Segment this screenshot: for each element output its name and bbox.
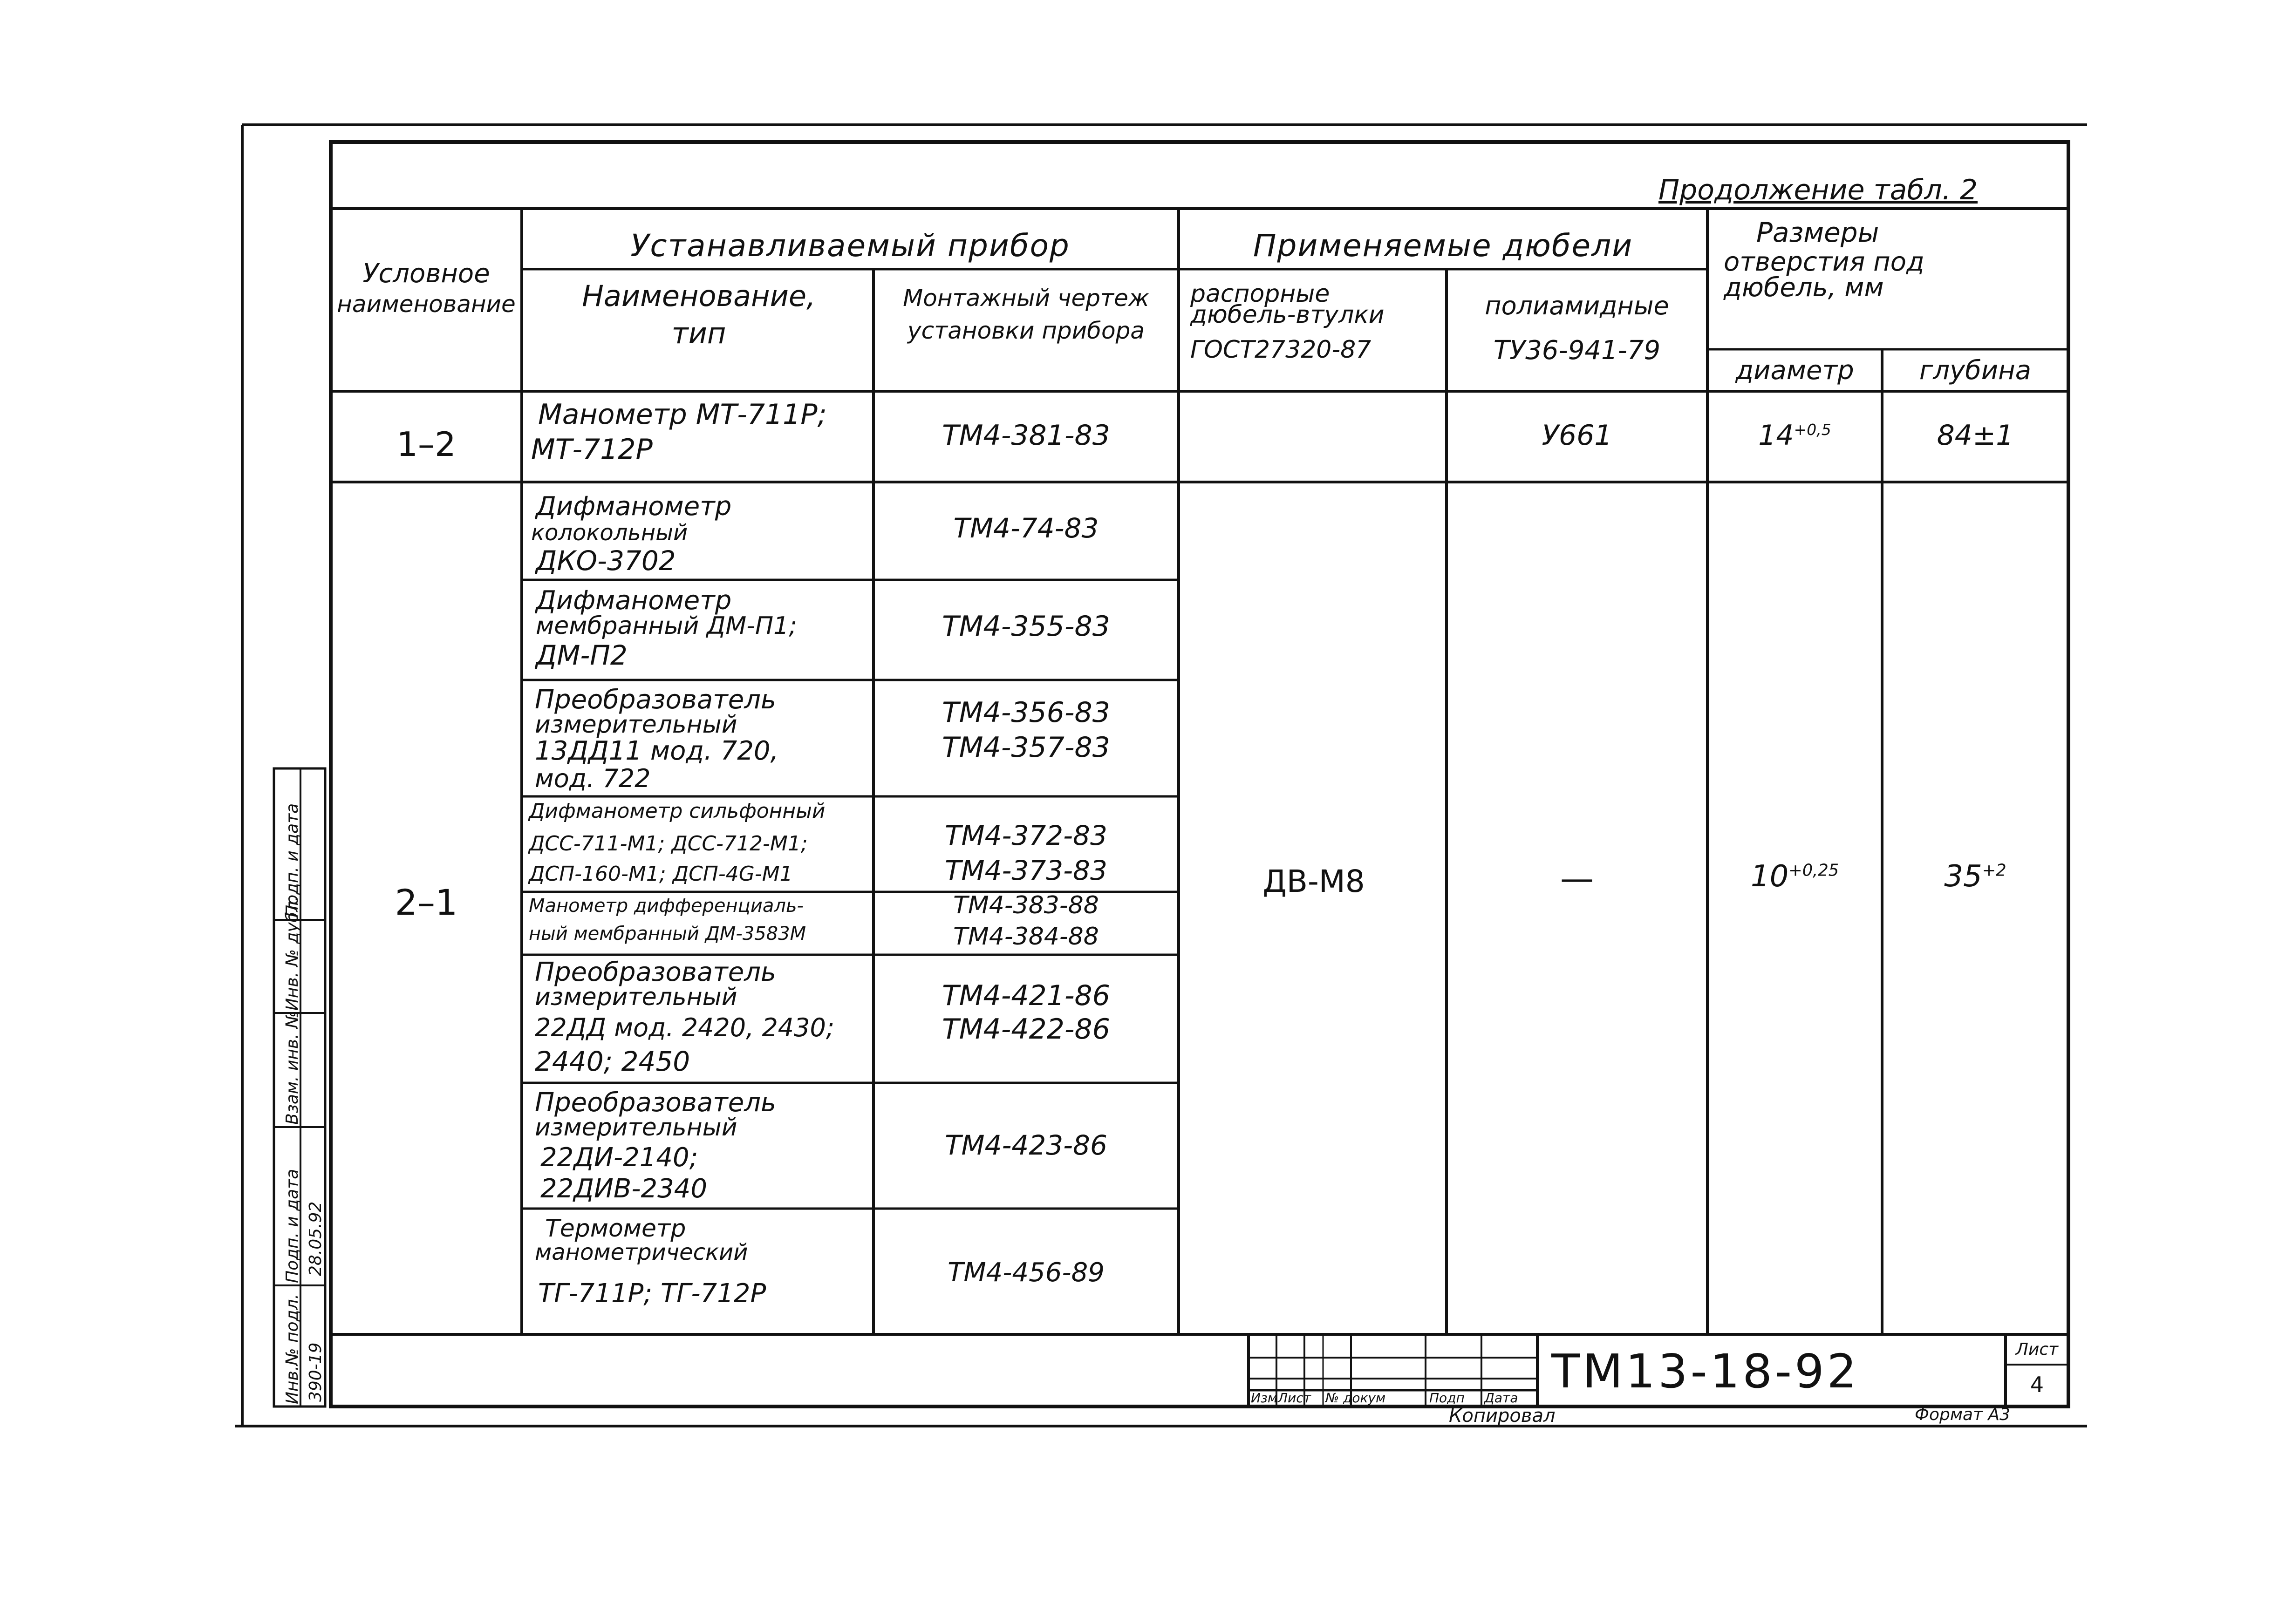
row1-diameter-tol: +0,5 (1794, 421, 1831, 439)
device5-drawing1: ТМ4-383-88 (953, 891, 1099, 919)
device7-line2: измерительный (535, 1114, 737, 1142)
device7-line1: Преобразователь (535, 1087, 776, 1118)
side-label-inv-orig: Инв.№ подл. (283, 1294, 302, 1404)
device3-line2: измерительный (535, 711, 737, 739)
device6-line1: Преобразователь (535, 957, 776, 987)
row2-expansion: ДВ-М8 (1262, 863, 1365, 899)
device3-drawing1: ТМ4-356-83 (942, 696, 1110, 729)
header-device-name-1: Наименование, (582, 279, 816, 313)
device2-line2: мембранный ДМ-П1; (536, 612, 797, 640)
device1-line2: колокольный (531, 520, 688, 546)
row1-polyamide: У661 (1542, 419, 1612, 452)
row2-diameter-tol: +0,25 (1788, 861, 1839, 880)
row2-diameter-base: 10 (1750, 859, 1789, 894)
device5-drawing2: ТМ4-384-88 (953, 923, 1099, 951)
side-label-sign-date-2: Подп. и дата (283, 803, 302, 917)
row2-diameter (1710, 859, 1880, 894)
header-conditional-name-2: наименование (337, 291, 516, 318)
header-expansion-1: распорные (1190, 280, 1330, 308)
device2-line1: Дифманометр (536, 585, 732, 616)
row1-diameter-base: 14 (1758, 419, 1794, 452)
device7-line4: 22ДИВ-2340 (540, 1174, 708, 1204)
device6-line2: измерительный (535, 983, 737, 1011)
format-label: Формат А3 (1915, 1405, 2011, 1424)
side-label-sign-date-1: Подп. и дата (283, 1169, 302, 1283)
row1-device-2: МТ-712Р (531, 433, 653, 466)
device8-line2: манометрический (535, 1239, 748, 1265)
header-mounting-drawing-1: Монтажный чертеж (903, 285, 1149, 312)
row2-depth-base: 35 (1944, 859, 1982, 894)
row2-polyamide: — (1560, 859, 1594, 898)
header-expansion-3: ГОСТ27320-87 (1190, 336, 1371, 364)
device4-drawing2: ТМ4-373-83 (945, 855, 1107, 886)
header-installed-device: Устанавливаемый прибор (630, 228, 1070, 264)
side-label-replace-inv: Взам. инв. № (283, 1011, 302, 1125)
device1-drawing1: ТМ4-74-83 (953, 512, 1099, 544)
header-expansion-2: дюбель-втулки (1190, 301, 1385, 329)
side-label-inv-dup: Инв. № дубл. (283, 896, 302, 1011)
header-polyamide-1: полиамидные (1485, 291, 1669, 320)
copied-label: Копировал (1449, 1405, 1556, 1427)
device1-line1: Дифманометр (536, 491, 732, 522)
header-conditional-name-1: Условное (362, 258, 490, 289)
sheet-label: Лист (2015, 1340, 2059, 1359)
header-polyamide-2: ТУ36-941-79 (1493, 335, 1661, 366)
sheet-number: 4 (2030, 1372, 2044, 1397)
device2-line3: ДМ-П2 (536, 639, 628, 671)
row1-drawing: ТМ4-381-83 (942, 419, 1110, 452)
row2-depth (1884, 859, 2066, 894)
device6-drawing1: ТМ4-421-86 (942, 979, 1110, 1012)
stamp-col-doc: № докум (1325, 1390, 1386, 1406)
device4-drawing1: ТМ4-372-83 (945, 820, 1107, 851)
header-mounting-drawing-2: установки прибора (908, 317, 1145, 344)
device7-drawing1: ТМ4-423-86 (945, 1129, 1107, 1161)
device1-line3: ДКО-3702 (536, 545, 676, 577)
device8-line1: Термометр (545, 1215, 686, 1243)
device4-line1: Дифманометр сильфонный (529, 799, 826, 823)
device5-line1: Манометр дифференциаль- (529, 895, 804, 917)
device3-line1: Преобразователь (535, 685, 776, 715)
device6-line4: 2440; 2450 (535, 1046, 690, 1077)
device8-line3: ТГ-711Р; ТГ-712Р (538, 1278, 766, 1309)
header-hole-sizes-3: дюбель, мм (1724, 272, 1884, 303)
device3-line3: 13ДД11 мод. 720, (535, 736, 779, 766)
stamp-col-sign: Подп (1429, 1390, 1465, 1406)
row1-depth: 84±1 (1937, 419, 2014, 452)
header-device-name-2: тип (671, 316, 726, 350)
header-diameter: диаметр (1735, 355, 1854, 386)
device3-line4: мод. 722 (535, 764, 651, 793)
header-depth: глубина (1919, 355, 2032, 386)
header-dowels-used: Применяемые дюбели (1253, 228, 1633, 264)
device3-drawing2: ТМ4-357-83 (942, 731, 1110, 764)
device4-line3: ДСП-160-М1; ДСП-4G-М1 (529, 862, 793, 886)
row2-depth-tol: +2 (1982, 861, 2006, 880)
stamp-col-izm: Изм (1251, 1390, 1277, 1406)
device2-drawing1: ТМ4-355-83 (942, 610, 1110, 643)
device7-line3: 22ДИ-2140; (540, 1142, 698, 1173)
device6-line3: 22ДД мод. 2420, 2430; (535, 1013, 835, 1042)
side-value-inv: 390-19 (306, 1342, 325, 1402)
stamp-col-date: Дата (1484, 1390, 1518, 1406)
header-hole-sizes-1: Размеры (1756, 217, 1879, 248)
row1-name: 1–2 (396, 425, 456, 464)
device8-drawing1: ТМ4-456-89 (948, 1257, 1105, 1288)
device4-line2: ДСС-711-М1; ДСС-712-М1; (529, 832, 808, 856)
side-value-date: 28.05.92 (306, 1201, 325, 1276)
row1-device-1: Манометр МТ-711Р; (538, 398, 827, 431)
continuation-label: Продолжение табл. 2 (1658, 174, 1978, 206)
row2-name: 2–1 (395, 882, 458, 923)
device5-line2: ный мембранный ДМ-3583М (529, 923, 806, 945)
device6-drawing2: ТМ4-422-86 (942, 1013, 1110, 1046)
document-code: ТМ13-18-92 (1551, 1344, 1860, 1399)
row1-diameter (1710, 419, 1880, 452)
stamp-col-list: Лист (1278, 1390, 1311, 1406)
header-hole-sizes-2: отверстия под (1724, 247, 1924, 277)
